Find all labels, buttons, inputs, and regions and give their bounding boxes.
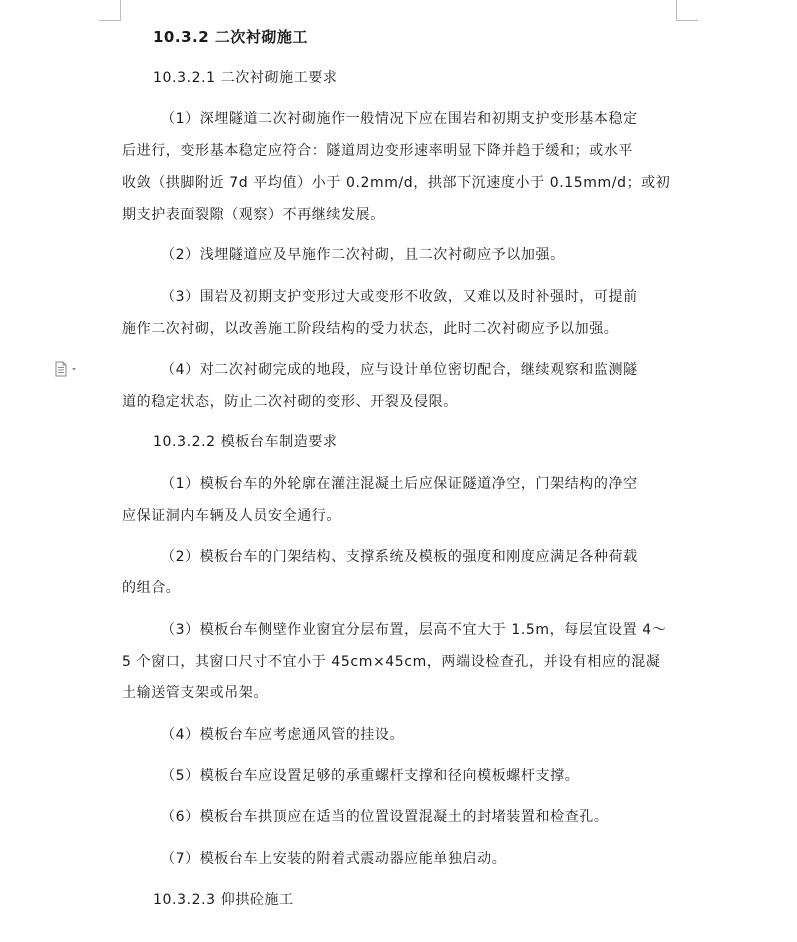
paragraph-line: 道的稳定状态，防止二次衬砌的变形、开裂及侵限。 [122, 394, 458, 410]
section-title: 10.3.2 二次衬砌施工 [153, 28, 308, 46]
paragraph-line: （7）模板台车上安装的附着式震动器应能单独启动。 [161, 851, 507, 867]
paragraph-line: （2）浅埋隧道应及早施作二次衬砌，且二次衬砌应予以加强。 [161, 247, 565, 263]
paragraph-line: （3）围岩及初期支护变形过大或变形不收敛，又难以及时补强时，可提前 [161, 289, 638, 305]
paragraph-line: （3）模板台车侧壁作业窗宜分层布置，层高不宜大于 1.5m，每层宜设置 4～ [161, 622, 667, 638]
subsection-title: 10.3.2.3 仰拱砼施工 [153, 892, 294, 908]
paragraph-line: （4）对二次衬砌完成的地段，应与设计单位密切配合，继续观察和监测隧 [161, 362, 638, 378]
paragraph-line: （1）模板台车的外轮廓在灌注混凝土后应保证隧道净空，门架结构的净空 [161, 476, 638, 492]
paragraph-line: 应保证洞内车辆及人员安全通行。 [122, 508, 341, 524]
paragraph-options-button[interactable] [54, 361, 82, 377]
paragraph-line: 收敛（拱脚附近 7d 平均值）小于 0.2mm/d，拱部下沉速度小于 0.15mm/d；或初 [122, 175, 671, 191]
paragraph-line: 5 个窗口，其窗口尺寸不宜小于 45cm×45cm，两端设检查孔，并设有相应的混凝 [122, 654, 661, 670]
subsection-title: 10.3.2.2 模板台车制造要求 [153, 434, 338, 450]
paragraph-line: 期支护表面裂隙（观察）不再继续发展。 [122, 207, 385, 223]
paragraph-line: （2）模板台车的门架结构、支撑系统及模板的强度和刚度应满足各种荷载 [161, 549, 638, 565]
paragraph-line: 施作二次衬砌，以改善施工阶段结构的受力状态，此时二次衬砌应予以加强。 [122, 321, 619, 337]
paragraph-line: 土输送管支架或吊架。 [122, 685, 268, 701]
subsection-title: 10.3.2.1 二次衬砌施工要求 [153, 70, 338, 86]
paragraph-line: （5）模板台车应设置足够的承重螺杆支撑和径向模板螺杆支撑。 [161, 768, 580, 784]
paragraph-line: （1）深埋隧道二次衬砌施作一般情况下应在围岩和初期支护变形基本稳定 [161, 111, 638, 127]
paragraph-line: 的组合。 [122, 580, 181, 596]
paragraph-line: 后进行，变形基本稳定应符合：隧道周边变形速率明显下降并趋于缓和；或水平 [122, 143, 633, 159]
paragraph-line: （6）模板台车拱顶应在适当的位置设置混凝土的封堵装置和检查孔。 [161, 809, 609, 825]
crop-mark-left-vertical [120, 0, 121, 20]
paragraph-line: （4）模板台车应考虑通风管的挂设。 [161, 727, 405, 743]
document-options-icon [54, 361, 80, 377]
crop-mark-right-horizontal [676, 20, 698, 21]
crop-mark-left-horizontal [99, 20, 121, 21]
crop-mark-right-vertical [676, 0, 677, 20]
